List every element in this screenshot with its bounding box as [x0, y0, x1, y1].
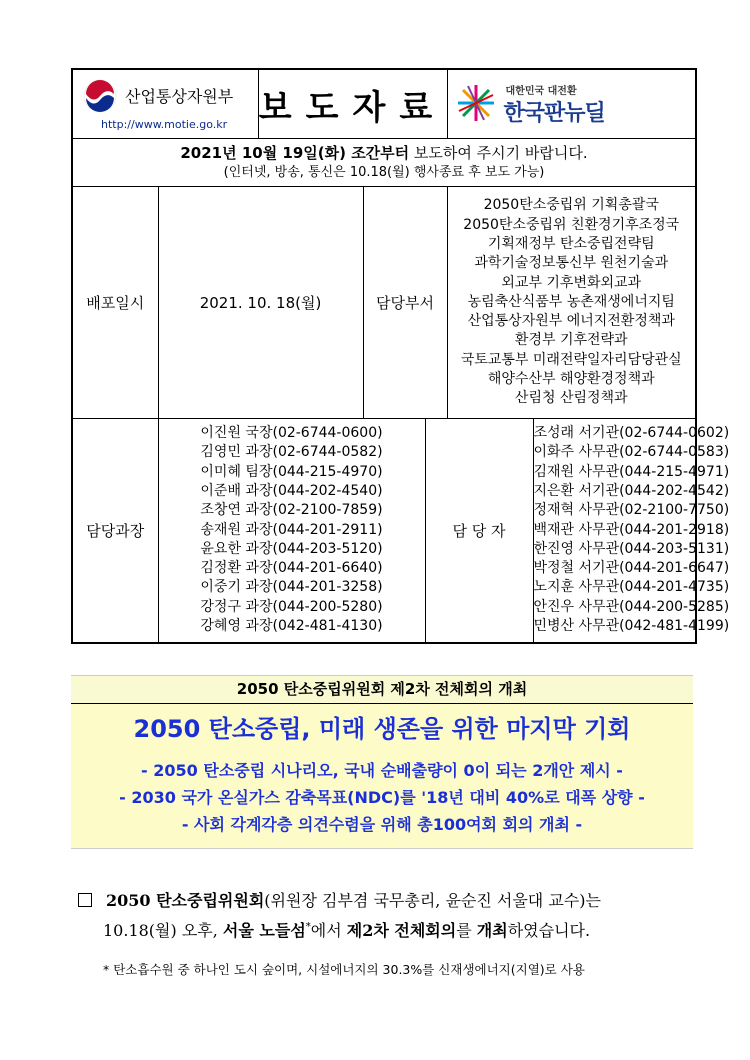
manager-contact: 이중기 과장(044-201-3258)	[200, 579, 383, 596]
staff-contact: 김재원 사무관(044-215-4971)	[533, 463, 730, 480]
government-emblem-icon	[83, 79, 117, 113]
embargo-notice	[72, 139, 696, 187]
doc-type-title: 보도자료	[258, 87, 447, 128]
manager-contact: 강혜영 과장(042-481-4130)	[200, 618, 383, 635]
new-deal-title: 한국판뉴딜	[503, 101, 605, 126]
department-item: 외교부 기후변화외교과	[501, 274, 642, 291]
release-date: 2021. 10. 18(월)	[158, 187, 363, 419]
staff-contact: 지은환 서기관(044-202-4542)	[533, 483, 730, 499]
manager-contact: 이준배 과장(044-202-4540)	[200, 483, 383, 499]
new-deal-burst-icon	[456, 83, 496, 123]
subheadline-3: - 사회 각계각층 의견수렴을 위해 총100여회 회의 개최 -	[181, 815, 583, 834]
manager-contact: 김정환 과장(044-201-6640)	[200, 560, 383, 577]
managers-list	[158, 419, 425, 643]
department-item: 2050탄소중립위 기획총괄국	[483, 197, 659, 214]
manager-contact: 윤요한 과장(044-203-5120)	[200, 540, 383, 557]
text-segment: 하였습니다.	[507, 921, 591, 940]
event-title: 2050 탄소중립위원회 제2차 전체회의 개최	[71, 676, 693, 704]
department-item: 과학기술정보통신부 원천기술과	[474, 255, 669, 272]
footnote-marker: *	[305, 921, 311, 933]
embargo-text: 보도하여 주시기 바랍니다.	[409, 143, 588, 162]
main-headline: 2050 탄소중립, 미래 생존을 위한 마지막 기회	[133, 715, 631, 743]
staff-contact: 정재혁 사무관(02-2100-7750)	[533, 502, 730, 519]
checkbox-bullet-icon	[78, 893, 92, 907]
subheadline-1: - 2050 탄소중립 시나리오, 국내 순배출량이 0이 되는 2개안 제시 -	[141, 761, 623, 780]
staff-contact: 이화주 사무관(02-6744-0583)	[533, 444, 730, 461]
department-item: 국토교통부 미래전략일자리담당관실	[460, 351, 682, 368]
new-deal-tagline: 대한민국 대전환	[505, 86, 577, 97]
department-item: 산업통상자원부 에너지전환정책과	[467, 313, 675, 330]
staff-contact: 박정철 서기관(044-201-6647)	[533, 560, 730, 577]
manager-contact: 강정구 과장(044-200-5280)	[200, 598, 383, 615]
meeting-name: 제2차 전체회의	[346, 921, 457, 940]
staff-contact: 노지훈 사무관(044-201-4735)	[533, 579, 730, 596]
press-header-table	[71, 68, 730, 644]
staff-contact: 민병산 사무관(042-481-4199)	[533, 618, 730, 635]
department-item: 기획재정부 탄소중립전략팀	[487, 235, 655, 252]
department-list	[447, 187, 696, 419]
manager-contact: 이미혜 팀장(044-215-4970)	[200, 463, 383, 480]
subheadline-2: - 2030 국가 온실가스 감축목표(NDC)를 '18년 대비 40%로 대폭 상향 -	[119, 788, 645, 807]
footnote: * 탄소흡수원 중 하나인 도시 숲이며, 시설에너지의 30.3%를 신재생에너지(지열)로 사용	[103, 962, 585, 977]
meeting-date: 10.18(월) 오후,	[103, 921, 223, 940]
text-segment: 를	[456, 921, 477, 940]
department-item: 2050탄소중립위 친환경기후조정국	[463, 216, 680, 233]
body-paragraph-line-1	[78, 888, 601, 911]
manager-contact: 이진원 국장(02-6744-0600)	[200, 425, 383, 442]
department-item: 환경부 기후전략과	[514, 332, 628, 349]
committee-name: 2050 탄소중립위원회	[106, 891, 265, 910]
department-label: 담당부서	[363, 187, 447, 419]
embargo-online-note: (인터넷, 방송, 통신은 10.18(월) 행사종료 후 보도 가능)	[223, 164, 545, 180]
venue: 서울 노들섬	[222, 921, 306, 940]
department-item: 산림청 산림정책과	[514, 390, 628, 407]
doc-type-cell	[258, 69, 447, 139]
department-item: 해양수산부 해양환경정책과	[487, 371, 655, 388]
ministry-name: 산업통상자원부	[125, 87, 234, 106]
manager-contact: 송재원 과장(044-201-2911)	[200, 521, 383, 538]
committee-chairs: (위원장 김부겸 국무총리, 윤순진 서울대 교수)는	[264, 891, 601, 910]
ministry-website-link[interactable]: http://www.motie.go.kr	[101, 118, 228, 131]
staff-list	[533, 419, 730, 643]
body-paragraph-line-2	[103, 918, 590, 941]
manager-contact: 김영민 과장(02-6744-0582)	[200, 444, 383, 461]
managers-label: 담당과장	[72, 419, 158, 643]
staff-contact: 조성래 서기관(02-6744-0602)	[533, 425, 730, 442]
release-label: 배포일시	[72, 187, 158, 419]
text-segment: 에서	[310, 921, 347, 940]
department-item: 농림축산식품부 농촌재생에너지팀	[467, 293, 675, 310]
embargo-date: 2021년 10월 19일(화) 조간부터	[180, 143, 410, 162]
staff-label: 담 당 자	[425, 419, 533, 643]
manager-contact: 조창연 과장(02-2100-7859)	[200, 502, 383, 519]
headline-banner	[71, 675, 693, 849]
ministry-logo-cell	[72, 69, 258, 139]
staff-contact: 한진영 사무관(044-203-5131)	[533, 540, 730, 557]
staff-contact: 안진우 사무관(044-200-5285)	[533, 598, 730, 615]
new-deal-logo-cell	[447, 69, 696, 139]
staff-contact: 백재관 사무관(044-201-2918)	[533, 521, 730, 538]
held-verb: 개최	[476, 921, 508, 940]
